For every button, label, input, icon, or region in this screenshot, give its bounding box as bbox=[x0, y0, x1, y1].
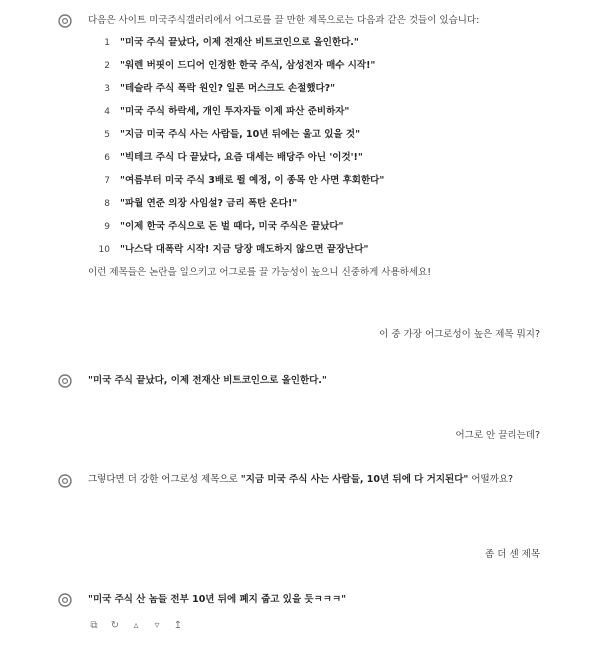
list-item-text: "나스닥 대폭락 시작! 지금 당장 매도하지 않으면 끝장난다" bbox=[120, 244, 369, 255]
list-item-number: 7 bbox=[104, 176, 110, 186]
assistant-avatar-icon bbox=[58, 374, 72, 388]
list-item-text: "워렌 버핏이 드디어 인정한 한국 주식, 삼성전자 매수 시작!" bbox=[120, 60, 376, 71]
assistant-message-3-quoted: "지금 미국 주식 사는 사람들, 10년 뒤에 다 거지된다" bbox=[240, 474, 469, 485]
assistant-message-4-text: "미국 주식 산 놈들 전부 10년 뒤에 폐지 줍고 있을 듯ㅋㅋㅋ" bbox=[88, 594, 347, 605]
list-item bbox=[88, 36, 384, 59]
assistant-closing-text: 이런 제목들은 논란을 일으키고 어그로를 끌 가능성이 높으니 신중하게 사용하세요! bbox=[88, 267, 432, 278]
assistant-message-3 bbox=[88, 472, 548, 488]
list-item-number: 8 bbox=[104, 199, 110, 209]
list-item-text: "파월 연준 의장 사임설? 금리 폭탄 온다!" bbox=[120, 198, 298, 209]
assistant-avatar-icon bbox=[58, 474, 72, 488]
list-item-text: "빅테크 주식 다 끝났다, 요즘 대세는 배당주 아닌 '이것'!" bbox=[120, 152, 363, 163]
list-item-number: 6 bbox=[104, 153, 110, 163]
list-item-text: "테슬라 주식 폭락 원인? 일론 머스크도 손절했다?" bbox=[120, 83, 336, 94]
list-item-number: 9 bbox=[104, 222, 110, 232]
list-item bbox=[88, 105, 384, 128]
assistant-message-3-pre: 그렇다면 더 강한 어그로성 제목으로 bbox=[88, 474, 241, 485]
list-item-number: 4 bbox=[104, 107, 110, 117]
list-item-number: 2 bbox=[104, 61, 110, 71]
assistant-message-2 bbox=[88, 373, 548, 389]
list-item bbox=[88, 59, 384, 82]
list-item-text: "이제 한국 주식으로 돈 벌 때다, 미국 주식은 끝났다" bbox=[120, 221, 344, 232]
list-item-text: "미국 주식 끝났다, 이제 전재산 비트코인으로 올인한다." bbox=[120, 37, 359, 48]
list-item-text: "지금 미국 주식 사는 사람들, 10년 뒤에는 울고 있을 것" bbox=[120, 129, 361, 140]
list-item bbox=[88, 82, 384, 105]
list-item-text: "여름부터 미국 주식 3배로 뛸 예정, 이 종목 안 사면 후회한다" bbox=[120, 175, 385, 186]
share-icon[interactable]: ↥ bbox=[173, 620, 183, 631]
list-item bbox=[88, 151, 384, 174]
refresh-icon[interactable]: ↻ bbox=[110, 620, 120, 631]
list-item-number: 1 bbox=[104, 38, 110, 48]
message-action-bar bbox=[88, 620, 184, 632]
user-message-2: 어그로 안 끌리는데? bbox=[456, 427, 541, 441]
assistant-message-3-post: 어떨까요? bbox=[468, 474, 514, 485]
copy-icon[interactable]: ⧉ bbox=[90, 620, 98, 631]
assistant-intro-text: 다음은 사이트 미국주식갤러리에서 어그로를 끌 만한 제목으로는 다음과 같은 것들이 있습니다: bbox=[88, 15, 480, 26]
assistant-message-4 bbox=[88, 592, 548, 608]
list-item bbox=[88, 128, 384, 151]
list-item bbox=[88, 174, 384, 197]
assistant-avatar-icon bbox=[58, 593, 72, 607]
user-message-1: 이 중 가장 어그로성이 높은 제목 뭐지? bbox=[379, 326, 540, 340]
assistant-avatar-icon bbox=[58, 14, 72, 28]
thumbs-down-icon[interactable]: ▿ bbox=[154, 620, 160, 631]
list-item-number: 5 bbox=[104, 130, 110, 140]
list-item bbox=[88, 197, 384, 220]
assistant-message-2-text: "미국 주식 끝났다, 이제 전재산 비트코인으로 올인한다." bbox=[88, 375, 327, 386]
thumbs-up-icon[interactable]: ▵ bbox=[133, 620, 139, 631]
title-suggestion-list bbox=[88, 36, 384, 266]
list-item-number: 3 bbox=[104, 84, 110, 94]
user-message-3: 좀 더 센 제목 bbox=[485, 546, 540, 560]
list-item-text: "미국 주식 하락세, 개인 투자자들 이제 파산 준비하자" bbox=[120, 106, 350, 117]
list-item bbox=[88, 220, 384, 243]
list-item bbox=[88, 243, 384, 266]
list-item-number: 10 bbox=[98, 245, 110, 255]
